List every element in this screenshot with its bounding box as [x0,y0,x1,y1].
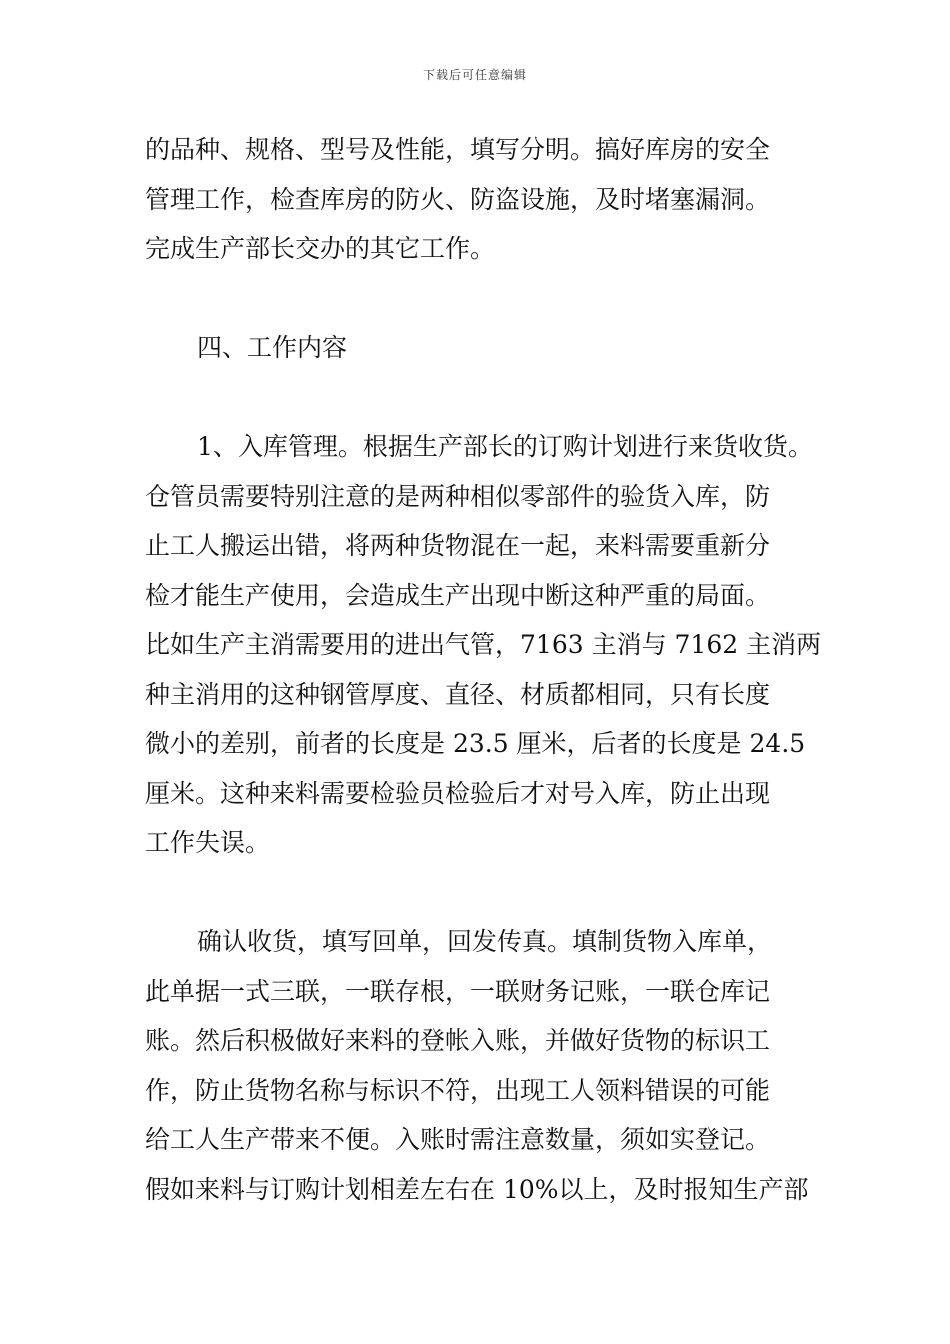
text-line: 的品种、规格、型号及性能，填写分明。搞好库房的安全 [145,135,771,164]
text-line: 厘米。这种来料需要检验员检验后才对号入库，防止出现 [145,778,771,808]
text-line: 给工人生产带来不便。入账时需注意数量，须如实登记。 [145,1125,771,1154]
text-line: 止工人搬运出错，将两种货物混在一起，来料需要重新分 [145,531,771,560]
paragraph-2 [145,422,825,868]
paragraph-gap [145,274,825,324]
section-heading: 四、工作内容 [197,333,348,362]
text-line: 微小的差别，前者的长度是 23.5 厘米，后者的长度是 24.5 [145,729,806,758]
paragraph-1 [145,125,825,274]
paragraph-gap [145,373,825,423]
text-line: 账。然后积极做好来料的登帐入账，并做好货物的标识工 [145,1026,771,1055]
text-line: 仓管员需要特别注意的是两种相似零部件的验货入库，防 [145,481,771,511]
text-line: 确认收货，填写回单，回发传真。填制货物入库单， [197,927,773,956]
text-line: 1、入库管理。根据生产部长的订购计划进行来货收货。 [197,432,813,461]
text-line: 比如生产主消需要用的进出气管，7163 主消与 7162 主消两 [145,630,822,659]
paragraph-gap [145,868,825,918]
page-header: 下载后可任意编辑 [422,68,527,82]
text-line: 种主消用的这种钢管厚度、直径、材质都相同，只有长度 [145,679,771,709]
text-line: 管理工作，检查库房的防火、防盗设施，及时堵塞漏洞。 [145,184,771,214]
text-line: 作，防止货物名称与标识不符，出现工人领料错误的可能 [145,1075,771,1105]
paragraph-3 [145,917,825,1214]
text-line: 完成生产部长交办的其它工作。 [145,234,496,263]
text-line: 检才能生产使用，会造成生产出现中断这种严重的局面。 [145,580,771,610]
text-line: 工作失误。 [145,828,271,857]
document-body [145,125,825,1214]
text-line: 此单据一式三联，一联存根，一联财务记账，一联仓库记 [145,976,771,1006]
text-line: 假如来料与订购计划相差左右在 10%以上，及时报知生产部 [145,1174,809,1204]
